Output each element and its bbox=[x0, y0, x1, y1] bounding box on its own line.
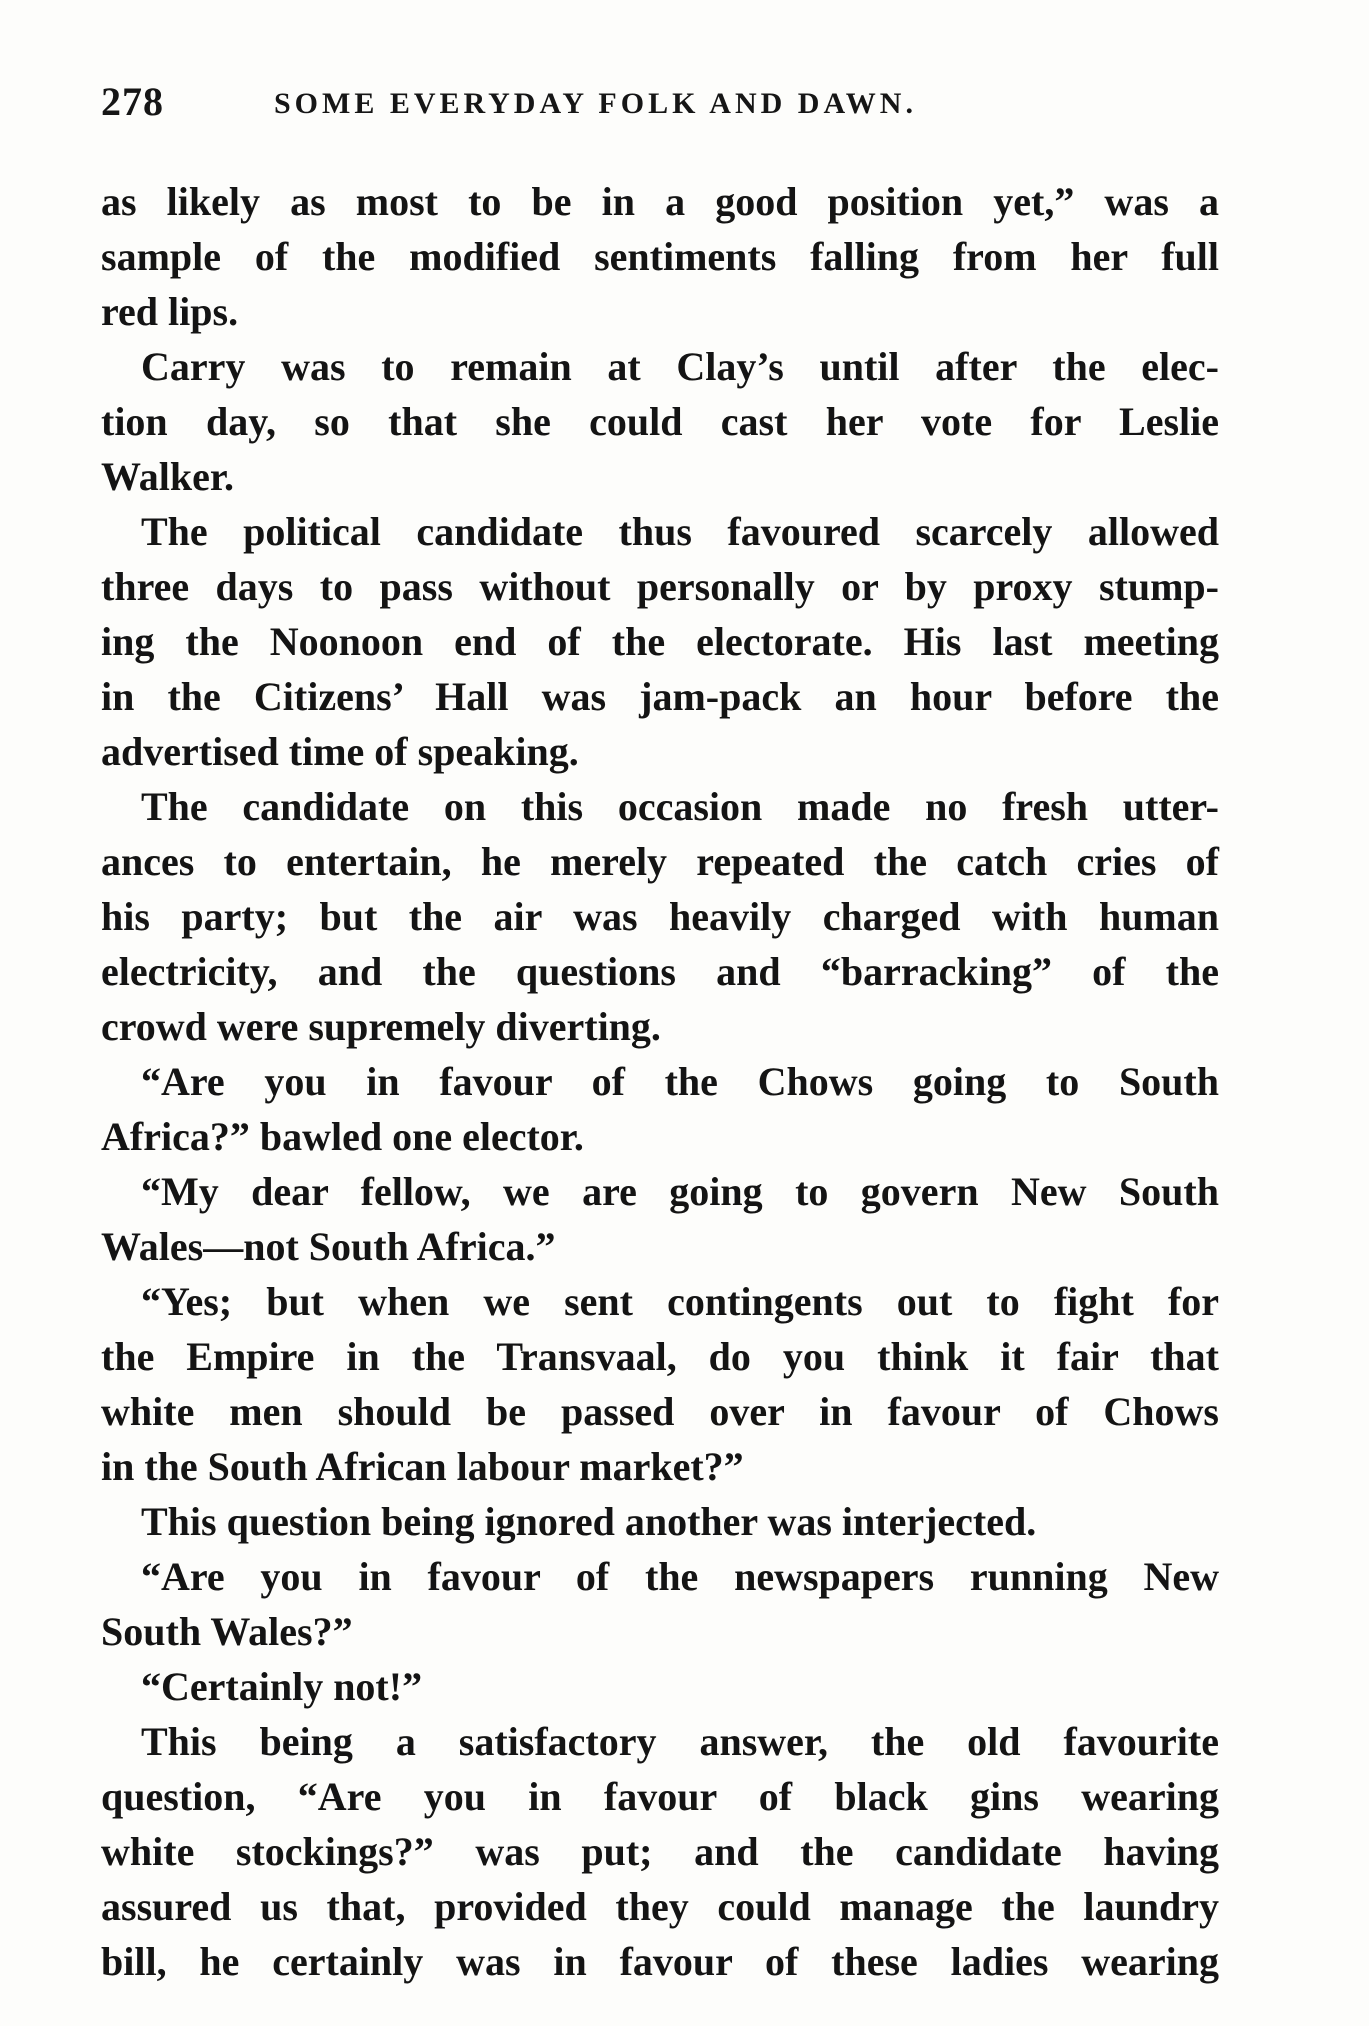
paragraph bbox=[101, 1274, 1219, 1494]
text-line: The candidate on this occasion made no fresh utter- bbox=[141, 784, 1219, 829]
text-line: assured us that, provided they could manage the laundry bbox=[101, 1884, 1219, 1929]
text-line: tion day, so that she could cast her vote for Leslie bbox=[101, 399, 1219, 444]
paragraph bbox=[101, 779, 1219, 1054]
paragraph bbox=[101, 1494, 1219, 1549]
text-line: white men should be passed over in favour of Chows bbox=[101, 1389, 1219, 1434]
text-line: The political candidate thus favoured scarcely allowed bbox=[141, 509, 1219, 554]
running-head: SOME EVERYDAY FOLK AND DAWN. bbox=[274, 87, 917, 120]
text-line: sample of the modified sentiments falling from her full bbox=[101, 234, 1219, 279]
text-line: in the Citizens’ Hall was jam-pack an hour before the bbox=[101, 674, 1219, 719]
text-line: white stockings?” was put; and the candidate having bbox=[101, 1829, 1219, 1874]
text-line: Africa?” bawled one elector. bbox=[101, 1114, 584, 1159]
page-header bbox=[101, 78, 1221, 138]
body-text bbox=[101, 174, 1219, 1989]
text-line: “Yes; but when we sent contingents out to fight for bbox=[141, 1279, 1219, 1324]
text-line: electricity, and the questions and “barracking” of the bbox=[101, 949, 1219, 994]
text-line: Wales—not South Africa.” bbox=[101, 1224, 556, 1269]
text-line: ing the Noonoon end of the electorate. His last meeting bbox=[101, 619, 1219, 664]
text-line: “Are you in favour of the newspapers running New bbox=[141, 1554, 1219, 1599]
text-line: question, “Are you in favour of black gins wearing bbox=[101, 1774, 1219, 1819]
paragraph bbox=[101, 1659, 1219, 1714]
text-line: “Certainly not!” bbox=[141, 1664, 423, 1709]
text-line: “Are you in favour of the Chows going to South bbox=[141, 1059, 1219, 1104]
text-line: Walker. bbox=[101, 454, 234, 499]
paragraph bbox=[101, 1164, 1219, 1274]
text-line: This being a satisfactory answer, the old favourite bbox=[141, 1719, 1219, 1764]
text-line: in the South African labour market?” bbox=[101, 1444, 744, 1489]
text-line: the Empire in the Transvaal, do you think it fair that bbox=[101, 1334, 1219, 1379]
text-line: “My dear fellow, we are going to govern New South bbox=[141, 1169, 1219, 1214]
text-line: This question being ignored another was interjected. bbox=[141, 1499, 1037, 1544]
page-number: 278 bbox=[101, 79, 164, 124]
text-line: crowd were supremely diverting. bbox=[101, 1004, 661, 1049]
text-line: South Wales?” bbox=[101, 1609, 353, 1654]
paragraph bbox=[101, 174, 1219, 339]
text-line: red lips. bbox=[101, 289, 239, 334]
text-line: Carry was to remain at Clay’s until after the elec- bbox=[141, 344, 1219, 389]
text-line: advertised time of speaking. bbox=[101, 729, 579, 774]
text-line: ances to entertain, he merely repeated the catch cries of bbox=[101, 839, 1219, 884]
paragraph bbox=[101, 1714, 1219, 1989]
text-line: three days to pass without personally or by proxy stump- bbox=[101, 564, 1219, 609]
paragraph bbox=[101, 1054, 1219, 1164]
text-line: as likely as most to be in a good position yet,” was a bbox=[101, 179, 1219, 224]
paragraph bbox=[101, 1549, 1219, 1659]
paragraph bbox=[101, 339, 1219, 504]
paragraph bbox=[101, 504, 1219, 779]
text-line: his party; but the air was heavily charged with human bbox=[101, 894, 1219, 939]
text-line: bill, he certainly was in favour of these ladies wearing bbox=[101, 1939, 1219, 1984]
